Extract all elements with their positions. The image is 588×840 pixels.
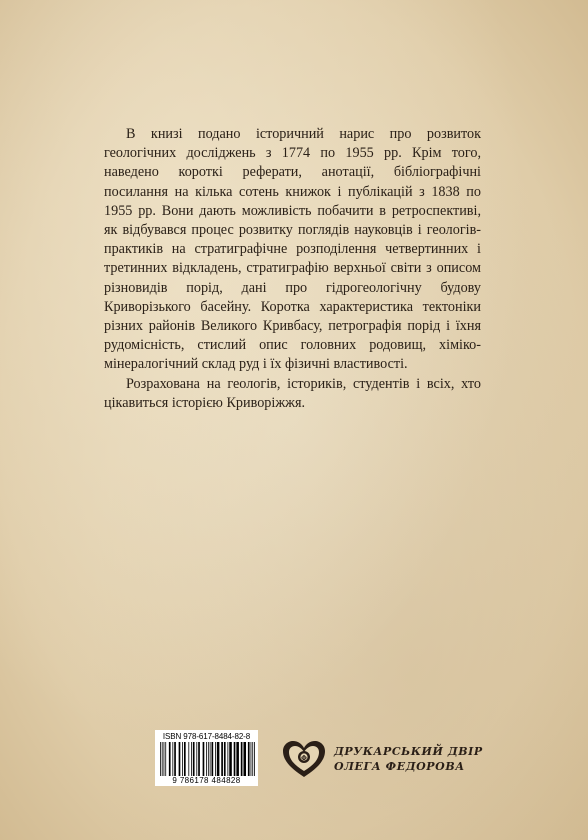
barcode-bar bbox=[184, 742, 186, 776]
heart-book-logo-icon bbox=[280, 738, 328, 780]
barcode-bar bbox=[174, 742, 176, 776]
barcode-bar bbox=[208, 742, 209, 776]
barcode-bar bbox=[248, 742, 250, 776]
barcode-bar bbox=[182, 742, 183, 776]
barcode-bar bbox=[196, 742, 197, 776]
barcode-bar bbox=[198, 742, 200, 776]
annotation-paragraph: В книзі подано історичний нарис про розвиток геологічних досліджень з 1774 по 1955 рр. Крім того, наведено короткі реферати, анотації, бібліографічні посилання на кілька сотень книжок і публікацій з 1838 по 1955 рр. Вони дають можливість побачити в ретроспективі, як відбувався процес розвитку поглядів науковців і геологів-практиків на стратиграфічне розподілення четвертинних і третинних відкладень, стратиграфію верхньої світи з описом різновидів порід, дані про гідрогеологічну будову Криворізького басейну. Коротка характеристика тектоніки різних районів Великого Кривбасу, петрографія порід і їхня рудомісність, стислий опис головних родовищ, хіміко-мінералогічний склад руд і їх фізичні властивості. bbox=[104, 126, 481, 373]
publisher-name-line-2: ОЛЕГА ФЕДОРОВА bbox=[334, 760, 465, 773]
barcode-bar bbox=[234, 742, 236, 776]
barcode-bar bbox=[191, 742, 192, 776]
barcode-digits: 9 786178 484828 bbox=[172, 776, 241, 785]
barcode-bar bbox=[160, 742, 161, 776]
isbn-label: ISBN 978-617-8484-82-8 bbox=[162, 732, 251, 741]
barcode-bar bbox=[241, 742, 243, 776]
barcode-bar bbox=[179, 742, 181, 776]
barcode-bar bbox=[254, 742, 255, 776]
barcode-bar bbox=[215, 742, 216, 776]
barcode-bar bbox=[203, 742, 205, 776]
publisher-logo bbox=[280, 738, 483, 782]
barcode-bar bbox=[227, 742, 228, 776]
barcode-bar bbox=[229, 742, 232, 776]
barcode-bar bbox=[188, 742, 189, 776]
barcode-bar bbox=[162, 742, 163, 776]
barcode-bar bbox=[169, 742, 171, 776]
barcode-bar bbox=[212, 742, 214, 776]
barcode-bar bbox=[206, 742, 207, 776]
svg-text:Ф: Ф bbox=[301, 755, 307, 762]
barcode-bar bbox=[165, 742, 166, 776]
barcode-bar bbox=[217, 742, 220, 776]
barcode-bar bbox=[224, 742, 226, 776]
barcode-bar bbox=[236, 742, 239, 776]
publisher-name-line-1: ДРУКАРСЬКИЙ ДВІР bbox=[334, 745, 483, 758]
barcode-bar bbox=[251, 742, 252, 776]
book-annotation bbox=[104, 125, 481, 413]
isbn-barcode bbox=[155, 730, 258, 786]
barcode-bar bbox=[164, 742, 165, 776]
barcode-bar bbox=[172, 742, 173, 776]
annotation-paragraph: Розрахована на геологів, істориків, студентів і всіх, хто цікавиться історією Криворіжжя. bbox=[104, 375, 481, 411]
barcode-bar bbox=[252, 742, 253, 776]
barcode-bar bbox=[221, 742, 223, 776]
barcode-bar bbox=[243, 742, 246, 776]
barcode-bar bbox=[193, 742, 195, 776]
barcode-bar bbox=[210, 742, 211, 776]
barcode-bars bbox=[158, 742, 255, 776]
